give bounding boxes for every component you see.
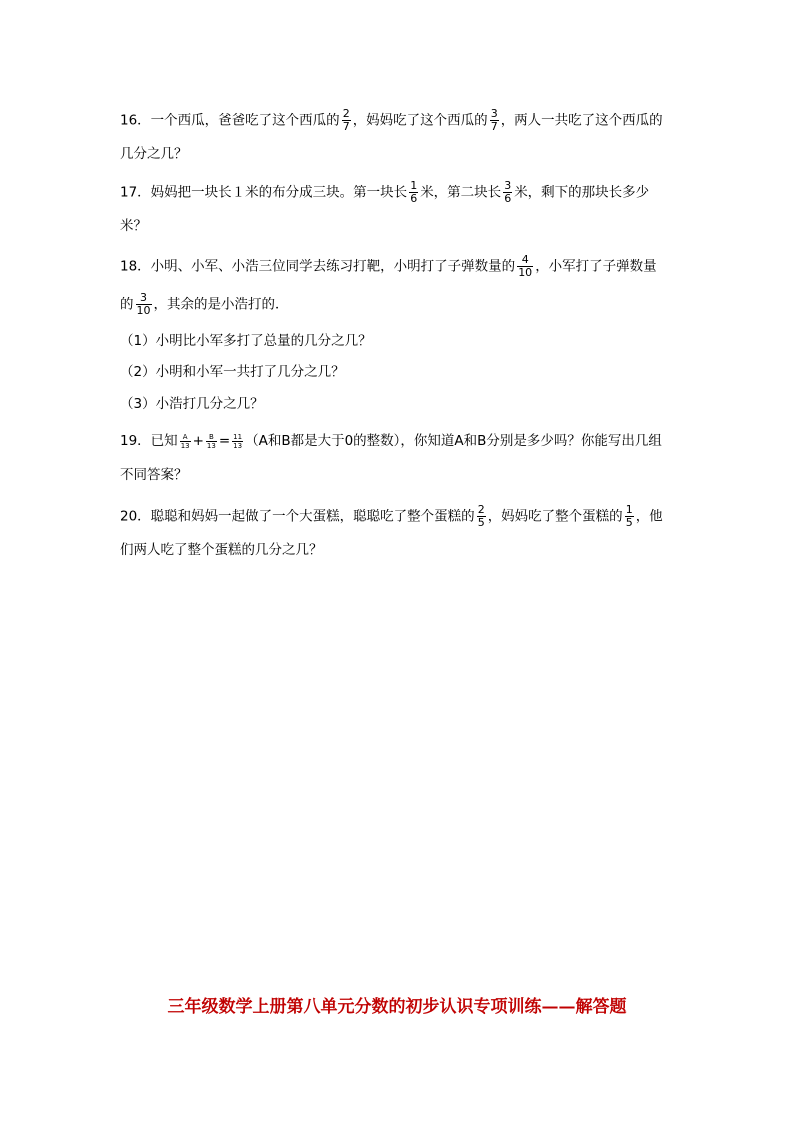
question-17-line-2: 米？ [120, 218, 147, 234]
question-18-subquestion-1: （1）小明比小军多打了总量的几分之几？ [120, 333, 372, 349]
fraction: $\frac{3}{6}$ [504, 179, 512, 205]
question-16-text: ，两人一共吃了这个西瓜的 [500, 112, 663, 129]
question-20-text: ，他 [635, 508, 663, 525]
question-19-text: （A和B都是大于0的整数），你知道A和B分别是多少吗？你能写出几组 [245, 433, 662, 449]
question-17-text: 米，第二块长 [420, 184, 502, 201]
question-19-text: 19．已知 [120, 433, 178, 449]
question-20-line-2: 们两人吃了整个蛋糕的几分之几？ [120, 542, 323, 558]
fraction: $\frac{1}{6}$ [410, 179, 418, 205]
question-17-text: 米，剩下的那块长多少 [514, 184, 650, 201]
question-20-text: 20．聪聪和妈妈一起做了一个大蛋糕，聪聪吃了整个蛋糕的 [120, 508, 475, 525]
question-18-text: ，其余的是小浩打的． [153, 296, 289, 313]
question-18-text: ，小军打了子弹数量 [535, 258, 657, 275]
question-16-text: 16．一个西瓜，爸爸吃了这个西瓜的 [120, 112, 340, 129]
fraction: $\frac{3}{7}$ [490, 107, 498, 133]
question-18-line-2 [120, 292, 289, 317]
fraction: $\frac{1}{5}$ [625, 503, 633, 529]
question-17-text: 17．妈妈把一块长１米的布分成三块。第一块长 [120, 184, 408, 201]
question-16-text: ，妈妈吃了这个西瓜的 [352, 112, 488, 129]
equals-sign: = [218, 433, 231, 449]
question-19-line-1 [120, 432, 662, 450]
question-16-line-2: 几分之几？ [120, 146, 188, 162]
fraction: $\frac{2}{5}$ [477, 503, 485, 529]
question-20-line-1 [120, 504, 663, 529]
fraction: $\frac{3}{10}$ [136, 291, 151, 317]
plus-sign: + [192, 433, 204, 449]
question-18-text: 的 [120, 296, 134, 313]
fraction: $\frac{11}{13}$ [233, 432, 243, 450]
fraction: $\frac{2}{7}$ [342, 107, 350, 133]
document-footer-title: 三年级数学上册第八单元分数的初步认识专项训练——解答题 [167, 997, 627, 1017]
question-18-subquestion-3: （3）小浩打几分之几？ [120, 396, 264, 412]
question-17-line-1 [120, 180, 649, 205]
question-19-line-2: 不同答案？ [120, 467, 188, 483]
question-18-text: 18．小明、小军、小浩三位同学去练习打靶，小明打了子弹数量的 [120, 258, 516, 275]
question-20-text: ，妈妈吃了整个蛋糕的 [487, 508, 623, 525]
question-18-line-1 [120, 254, 657, 279]
fraction: $\frac{B}{13}$ [206, 432, 216, 450]
question-16-line-1 [120, 108, 663, 133]
fraction: $\frac{4}{10}$ [518, 253, 533, 279]
question-18-subquestion-2: （2）小明和小军一共打了几分之几？ [120, 364, 345, 380]
fraction: $\frac{A}{13}$ [180, 432, 190, 450]
